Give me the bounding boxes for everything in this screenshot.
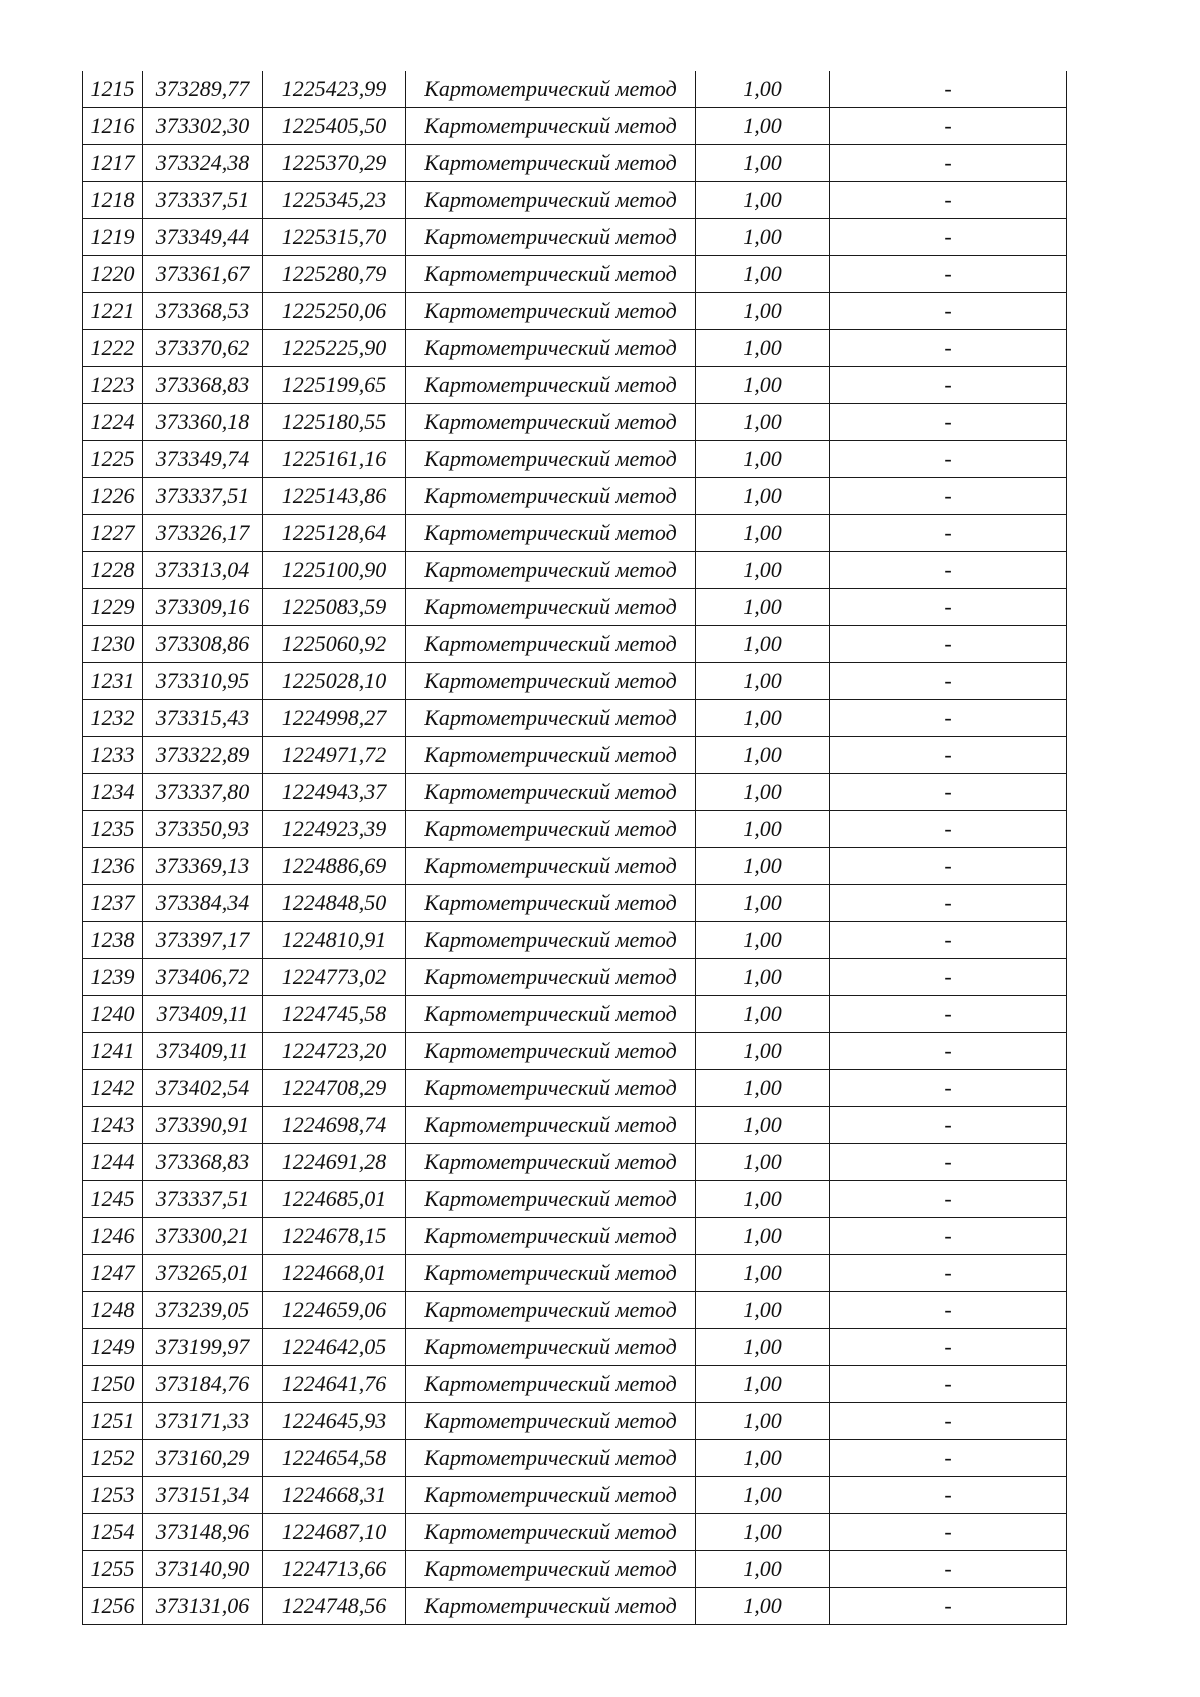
x-coordinate-cell: 373337,51 <box>143 182 263 219</box>
accuracy-cell: 1,00 <box>696 1218 830 1255</box>
y-coordinate-cell: 1224659,06 <box>263 1292 406 1329</box>
description-cell: - <box>830 1033 1067 1070</box>
method-cell: Картометрический метод <box>406 737 696 774</box>
table-row <box>83 589 1067 626</box>
y-coordinate-cell: 1224773,02 <box>263 959 406 996</box>
description-cell: - <box>830 1181 1067 1218</box>
point-number-cell: 1224 <box>83 404 143 441</box>
description-cell: - <box>830 700 1067 737</box>
description-cell: - <box>830 1551 1067 1588</box>
method-cell: Картометрический метод <box>406 1440 696 1477</box>
table-row <box>83 1403 1067 1440</box>
point-number-cell: 1225 <box>83 441 143 478</box>
x-coordinate-cell: 373140,90 <box>143 1551 263 1588</box>
method-cell: Картометрический метод <box>406 848 696 885</box>
x-coordinate-cell: 373361,67 <box>143 256 263 293</box>
method-cell: Картометрический метод <box>406 774 696 811</box>
y-coordinate-cell: 1224723,20 <box>263 1033 406 1070</box>
y-coordinate-cell: 1224642,05 <box>263 1329 406 1366</box>
table-row <box>83 626 1067 663</box>
point-number-cell: 1237 <box>83 885 143 922</box>
point-number-cell: 1223 <box>83 367 143 404</box>
x-coordinate-cell: 373313,04 <box>143 552 263 589</box>
accuracy-cell: 1,00 <box>696 1366 830 1403</box>
x-coordinate-cell: 373310,95 <box>143 663 263 700</box>
point-number-cell: 1219 <box>83 219 143 256</box>
method-cell: Картометрический метод <box>406 108 696 145</box>
point-number-cell: 1232 <box>83 700 143 737</box>
accuracy-cell: 1,00 <box>696 552 830 589</box>
description-cell: - <box>830 441 1067 478</box>
table-row <box>83 1292 1067 1329</box>
point-number-cell: 1242 <box>83 1070 143 1107</box>
description-cell: - <box>830 145 1067 182</box>
x-coordinate-cell: 373265,01 <box>143 1255 263 1292</box>
x-coordinate-cell: 373368,53 <box>143 293 263 330</box>
accuracy-cell: 1,00 <box>696 774 830 811</box>
table-row <box>83 404 1067 441</box>
accuracy-cell: 1,00 <box>696 1403 830 1440</box>
method-cell: Картометрический метод <box>406 959 696 996</box>
table-row <box>83 219 1067 256</box>
description-cell: - <box>830 1218 1067 1255</box>
point-number-cell: 1227 <box>83 515 143 552</box>
x-coordinate-cell: 373384,34 <box>143 885 263 922</box>
point-number-cell: 1253 <box>83 1477 143 1514</box>
method-cell: Картометрический метод <box>406 663 696 700</box>
point-number-cell: 1230 <box>83 626 143 663</box>
accuracy-cell: 1,00 <box>696 922 830 959</box>
point-number-cell: 1254 <box>83 1514 143 1551</box>
description-cell: - <box>830 552 1067 589</box>
table-row <box>83 885 1067 922</box>
point-number-cell: 1246 <box>83 1218 143 1255</box>
x-coordinate-cell: 373315,43 <box>143 700 263 737</box>
method-cell: Картометрический метод <box>406 1514 696 1551</box>
y-coordinate-cell: 1224998,27 <box>263 700 406 737</box>
accuracy-cell: 1,00 <box>696 848 830 885</box>
y-coordinate-cell: 1224923,39 <box>263 811 406 848</box>
accuracy-cell: 1,00 <box>696 1551 830 1588</box>
x-coordinate-cell: 373131,06 <box>143 1588 263 1625</box>
accuracy-cell: 1,00 <box>696 1144 830 1181</box>
description-cell: - <box>830 1514 1067 1551</box>
description-cell: - <box>830 1588 1067 1625</box>
accuracy-cell: 1,00 <box>696 885 830 922</box>
description-cell: - <box>830 293 1067 330</box>
table-row <box>83 1033 1067 1070</box>
x-coordinate-cell: 373397,17 <box>143 922 263 959</box>
y-coordinate-cell: 1224886,69 <box>263 848 406 885</box>
x-coordinate-cell: 373369,13 <box>143 848 263 885</box>
point-number-cell: 1245 <box>83 1181 143 1218</box>
point-number-cell: 1228 <box>83 552 143 589</box>
point-number-cell: 1229 <box>83 589 143 626</box>
x-coordinate-cell: 373409,11 <box>143 996 263 1033</box>
point-number-cell: 1216 <box>83 108 143 145</box>
table-row <box>83 1329 1067 1366</box>
y-coordinate-cell: 1225225,90 <box>263 330 406 367</box>
accuracy-cell: 1,00 <box>696 1477 830 1514</box>
method-cell: Картометрический метод <box>406 441 696 478</box>
x-coordinate-cell: 373337,51 <box>143 1181 263 1218</box>
y-coordinate-cell: 1224713,66 <box>263 1551 406 1588</box>
method-cell: Картометрический метод <box>406 1366 696 1403</box>
method-cell: Картометрический метод <box>406 1218 696 1255</box>
y-coordinate-cell: 1225199,65 <box>263 367 406 404</box>
x-coordinate-cell: 373324,38 <box>143 145 263 182</box>
description-cell: - <box>830 959 1067 996</box>
accuracy-cell: 1,00 <box>696 1588 830 1625</box>
description-cell: - <box>830 478 1067 515</box>
method-cell: Картометрический метод <box>406 478 696 515</box>
description-cell: - <box>830 1440 1067 1477</box>
point-number-cell: 1233 <box>83 737 143 774</box>
point-number-cell: 1255 <box>83 1551 143 1588</box>
method-cell: Картометрический метод <box>406 404 696 441</box>
description-cell: - <box>830 71 1067 108</box>
table-row <box>83 1477 1067 1514</box>
x-coordinate-cell: 373171,33 <box>143 1403 263 1440</box>
method-cell: Картометрический метод <box>406 182 696 219</box>
accuracy-cell: 1,00 <box>696 256 830 293</box>
y-coordinate-cell: 1224708,29 <box>263 1070 406 1107</box>
point-number-cell: 1238 <box>83 922 143 959</box>
description-cell: - <box>830 256 1067 293</box>
x-coordinate-cell: 373151,34 <box>143 1477 263 1514</box>
method-cell: Картометрический метод <box>406 1329 696 1366</box>
method-cell: Картометрический метод <box>406 293 696 330</box>
x-coordinate-cell: 373308,86 <box>143 626 263 663</box>
accuracy-cell: 1,00 <box>696 330 830 367</box>
table-row <box>83 71 1067 108</box>
point-number-cell: 1241 <box>83 1033 143 1070</box>
table-row <box>83 848 1067 885</box>
y-coordinate-cell: 1224687,10 <box>263 1514 406 1551</box>
description-cell: - <box>830 1107 1067 1144</box>
method-cell: Картометрический метод <box>406 1292 696 1329</box>
point-number-cell: 1251 <box>83 1403 143 1440</box>
description-cell: - <box>830 774 1067 811</box>
accuracy-cell: 1,00 <box>696 737 830 774</box>
method-cell: Картометрический метод <box>406 515 696 552</box>
description-cell: - <box>830 330 1067 367</box>
accuracy-cell: 1,00 <box>696 1255 830 1292</box>
x-coordinate-cell: 373390,91 <box>143 1107 263 1144</box>
accuracy-cell: 1,00 <box>696 182 830 219</box>
accuracy-cell: 1,00 <box>696 404 830 441</box>
y-coordinate-cell: 1225345,23 <box>263 182 406 219</box>
accuracy-cell: 1,00 <box>696 811 830 848</box>
x-coordinate-cell: 373406,72 <box>143 959 263 996</box>
method-cell: Картометрический метод <box>406 1588 696 1625</box>
accuracy-cell: 1,00 <box>696 1292 830 1329</box>
accuracy-cell: 1,00 <box>696 441 830 478</box>
description-cell: - <box>830 219 1067 256</box>
x-coordinate-cell: 373337,80 <box>143 774 263 811</box>
y-coordinate-cell: 1225370,29 <box>263 145 406 182</box>
x-coordinate-cell: 373360,18 <box>143 404 263 441</box>
y-coordinate-cell: 1224691,28 <box>263 1144 406 1181</box>
y-coordinate-cell: 1224698,74 <box>263 1107 406 1144</box>
y-coordinate-cell: 1225423,99 <box>263 71 406 108</box>
description-cell: - <box>830 1329 1067 1366</box>
description-cell: - <box>830 885 1067 922</box>
description-cell: - <box>830 626 1067 663</box>
table-row <box>83 145 1067 182</box>
x-coordinate-cell: 373160,29 <box>143 1440 263 1477</box>
table-row <box>83 182 1067 219</box>
x-coordinate-cell: 373289,77 <box>143 71 263 108</box>
table-row <box>83 1107 1067 1144</box>
accuracy-cell: 1,00 <box>696 515 830 552</box>
method-cell: Картометрический метод <box>406 367 696 404</box>
method-cell: Картометрический метод <box>406 71 696 108</box>
accuracy-cell: 1,00 <box>696 589 830 626</box>
accuracy-cell: 1,00 <box>696 1107 830 1144</box>
coordinates-table-body <box>83 71 1067 1625</box>
table-row <box>83 1551 1067 1588</box>
accuracy-cell: 1,00 <box>696 1033 830 1070</box>
y-coordinate-cell: 1225180,55 <box>263 404 406 441</box>
method-cell: Картометрический метод <box>406 330 696 367</box>
y-coordinate-cell: 1225250,06 <box>263 293 406 330</box>
y-coordinate-cell: 1225100,90 <box>263 552 406 589</box>
y-coordinate-cell: 1224848,50 <box>263 885 406 922</box>
description-cell: - <box>830 589 1067 626</box>
method-cell: Картометрический метод <box>406 1144 696 1181</box>
x-coordinate-cell: 373309,16 <box>143 589 263 626</box>
accuracy-cell: 1,00 <box>696 959 830 996</box>
point-number-cell: 1222 <box>83 330 143 367</box>
method-cell: Картометрический метод <box>406 1033 696 1070</box>
y-coordinate-cell: 1224685,01 <box>263 1181 406 1218</box>
y-coordinate-cell: 1224645,93 <box>263 1403 406 1440</box>
description-cell: - <box>830 182 1067 219</box>
y-coordinate-cell: 1225161,16 <box>263 441 406 478</box>
method-cell: Картометрический метод <box>406 1477 696 1514</box>
table-row <box>83 1181 1067 1218</box>
x-coordinate-cell: 373350,93 <box>143 811 263 848</box>
description-cell: - <box>830 108 1067 145</box>
method-cell: Картометрический метод <box>406 626 696 663</box>
table-row <box>83 367 1067 404</box>
accuracy-cell: 1,00 <box>696 663 830 700</box>
y-coordinate-cell: 1224745,58 <box>263 996 406 1033</box>
y-coordinate-cell: 1224810,91 <box>263 922 406 959</box>
method-cell: Картометрический метод <box>406 145 696 182</box>
method-cell: Картометрический метод <box>406 922 696 959</box>
method-cell: Картометрический метод <box>406 1107 696 1144</box>
y-coordinate-cell: 1224641,76 <box>263 1366 406 1403</box>
table-row <box>83 293 1067 330</box>
x-coordinate-cell: 373349,44 <box>143 219 263 256</box>
x-coordinate-cell: 373368,83 <box>143 1144 263 1181</box>
method-cell: Картометрический метод <box>406 885 696 922</box>
y-coordinate-cell: 1224748,56 <box>263 1588 406 1625</box>
table-row <box>83 1588 1067 1625</box>
description-cell: - <box>830 737 1067 774</box>
y-coordinate-cell: 1225128,64 <box>263 515 406 552</box>
method-cell: Картометрический метод <box>406 1255 696 1292</box>
accuracy-cell: 1,00 <box>696 108 830 145</box>
table-row <box>83 1440 1067 1477</box>
accuracy-cell: 1,00 <box>696 996 830 1033</box>
table-row <box>83 737 1067 774</box>
description-cell: - <box>830 922 1067 959</box>
y-coordinate-cell: 1225028,10 <box>263 663 406 700</box>
point-number-cell: 1217 <box>83 145 143 182</box>
table-row <box>83 1218 1067 1255</box>
y-coordinate-cell: 1225143,86 <box>263 478 406 515</box>
x-coordinate-cell: 373300,21 <box>143 1218 263 1255</box>
description-cell: - <box>830 1070 1067 1107</box>
x-coordinate-cell: 373370,62 <box>143 330 263 367</box>
point-number-cell: 1234 <box>83 774 143 811</box>
y-coordinate-cell: 1225280,79 <box>263 256 406 293</box>
method-cell: Картометрический метод <box>406 1403 696 1440</box>
description-cell: - <box>830 663 1067 700</box>
point-number-cell: 1231 <box>83 663 143 700</box>
accuracy-cell: 1,00 <box>696 700 830 737</box>
method-cell: Картометрический метод <box>406 811 696 848</box>
accuracy-cell: 1,00 <box>696 1514 830 1551</box>
table-row <box>83 996 1067 1033</box>
point-number-cell: 1236 <box>83 848 143 885</box>
table-row <box>83 959 1067 996</box>
point-number-cell: 1248 <box>83 1292 143 1329</box>
y-coordinate-cell: 1224668,01 <box>263 1255 406 1292</box>
description-cell: - <box>830 1477 1067 1514</box>
method-cell: Картометрический метод <box>406 552 696 589</box>
y-coordinate-cell: 1225405,50 <box>263 108 406 145</box>
table-row <box>83 108 1067 145</box>
x-coordinate-cell: 373409,11 <box>143 1033 263 1070</box>
point-number-cell: 1256 <box>83 1588 143 1625</box>
table-row <box>83 663 1067 700</box>
method-cell: Картометрический метод <box>406 996 696 1033</box>
accuracy-cell: 1,00 <box>696 1181 830 1218</box>
table-row <box>83 515 1067 552</box>
x-coordinate-cell: 373402,54 <box>143 1070 263 1107</box>
description-cell: - <box>830 515 1067 552</box>
point-number-cell: 1250 <box>83 1366 143 1403</box>
description-cell: - <box>830 1403 1067 1440</box>
description-cell: - <box>830 811 1067 848</box>
description-cell: - <box>830 996 1067 1033</box>
method-cell: Картометрический метод <box>406 219 696 256</box>
point-number-cell: 1247 <box>83 1255 143 1292</box>
y-coordinate-cell: 1224971,72 <box>263 737 406 774</box>
description-cell: - <box>830 848 1067 885</box>
point-number-cell: 1239 <box>83 959 143 996</box>
y-coordinate-cell: 1224943,37 <box>263 774 406 811</box>
description-cell: - <box>830 404 1067 441</box>
accuracy-cell: 1,00 <box>696 293 830 330</box>
table-row <box>83 811 1067 848</box>
accuracy-cell: 1,00 <box>696 145 830 182</box>
x-coordinate-cell: 373239,05 <box>143 1292 263 1329</box>
y-coordinate-cell: 1225083,59 <box>263 589 406 626</box>
coordinates-table <box>82 71 1067 1625</box>
x-coordinate-cell: 373337,51 <box>143 478 263 515</box>
y-coordinate-cell: 1225315,70 <box>263 219 406 256</box>
description-cell: - <box>830 1366 1067 1403</box>
table-row <box>83 700 1067 737</box>
table-row <box>83 1255 1067 1292</box>
table-row <box>83 441 1067 478</box>
table-row <box>83 1070 1067 1107</box>
method-cell: Картометрический метод <box>406 700 696 737</box>
y-coordinate-cell: 1225060,92 <box>263 626 406 663</box>
method-cell: Картометрический метод <box>406 1181 696 1218</box>
point-number-cell: 1218 <box>83 182 143 219</box>
table-row <box>83 478 1067 515</box>
method-cell: Картометрический метод <box>406 1070 696 1107</box>
y-coordinate-cell: 1224654,58 <box>263 1440 406 1477</box>
point-number-cell: 1220 <box>83 256 143 293</box>
method-cell: Картометрический метод <box>406 1551 696 1588</box>
point-number-cell: 1243 <box>83 1107 143 1144</box>
accuracy-cell: 1,00 <box>696 367 830 404</box>
accuracy-cell: 1,00 <box>696 219 830 256</box>
table-row <box>83 1366 1067 1403</box>
point-number-cell: 1252 <box>83 1440 143 1477</box>
point-number-cell: 1215 <box>83 71 143 108</box>
x-coordinate-cell: 373302,30 <box>143 108 263 145</box>
table-row <box>83 552 1067 589</box>
accuracy-cell: 1,00 <box>696 478 830 515</box>
table-row <box>83 1514 1067 1551</box>
table-row <box>83 922 1067 959</box>
accuracy-cell: 1,00 <box>696 71 830 108</box>
point-number-cell: 1249 <box>83 1329 143 1366</box>
point-number-cell: 1244 <box>83 1144 143 1181</box>
point-number-cell: 1240 <box>83 996 143 1033</box>
accuracy-cell: 1,00 <box>696 626 830 663</box>
point-number-cell: 1226 <box>83 478 143 515</box>
table-row <box>83 1144 1067 1181</box>
x-coordinate-cell: 373148,96 <box>143 1514 263 1551</box>
accuracy-cell: 1,00 <box>696 1440 830 1477</box>
accuracy-cell: 1,00 <box>696 1329 830 1366</box>
description-cell: - <box>830 1255 1067 1292</box>
description-cell: - <box>830 367 1067 404</box>
description-cell: - <box>830 1144 1067 1181</box>
point-number-cell: 1221 <box>83 293 143 330</box>
accuracy-cell: 1,00 <box>696 1070 830 1107</box>
y-coordinate-cell: 1224678,15 <box>263 1218 406 1255</box>
x-coordinate-cell: 373199,97 <box>143 1329 263 1366</box>
table-row <box>83 774 1067 811</box>
x-coordinate-cell: 373326,17 <box>143 515 263 552</box>
x-coordinate-cell: 373184,76 <box>143 1366 263 1403</box>
table-row <box>83 330 1067 367</box>
x-coordinate-cell: 373349,74 <box>143 441 263 478</box>
description-cell: - <box>830 1292 1067 1329</box>
x-coordinate-cell: 373368,83 <box>143 367 263 404</box>
y-coordinate-cell: 1224668,31 <box>263 1477 406 1514</box>
point-number-cell: 1235 <box>83 811 143 848</box>
x-coordinate-cell: 373322,89 <box>143 737 263 774</box>
method-cell: Картометрический метод <box>406 256 696 293</box>
table-row <box>83 256 1067 293</box>
method-cell: Картометрический метод <box>406 589 696 626</box>
